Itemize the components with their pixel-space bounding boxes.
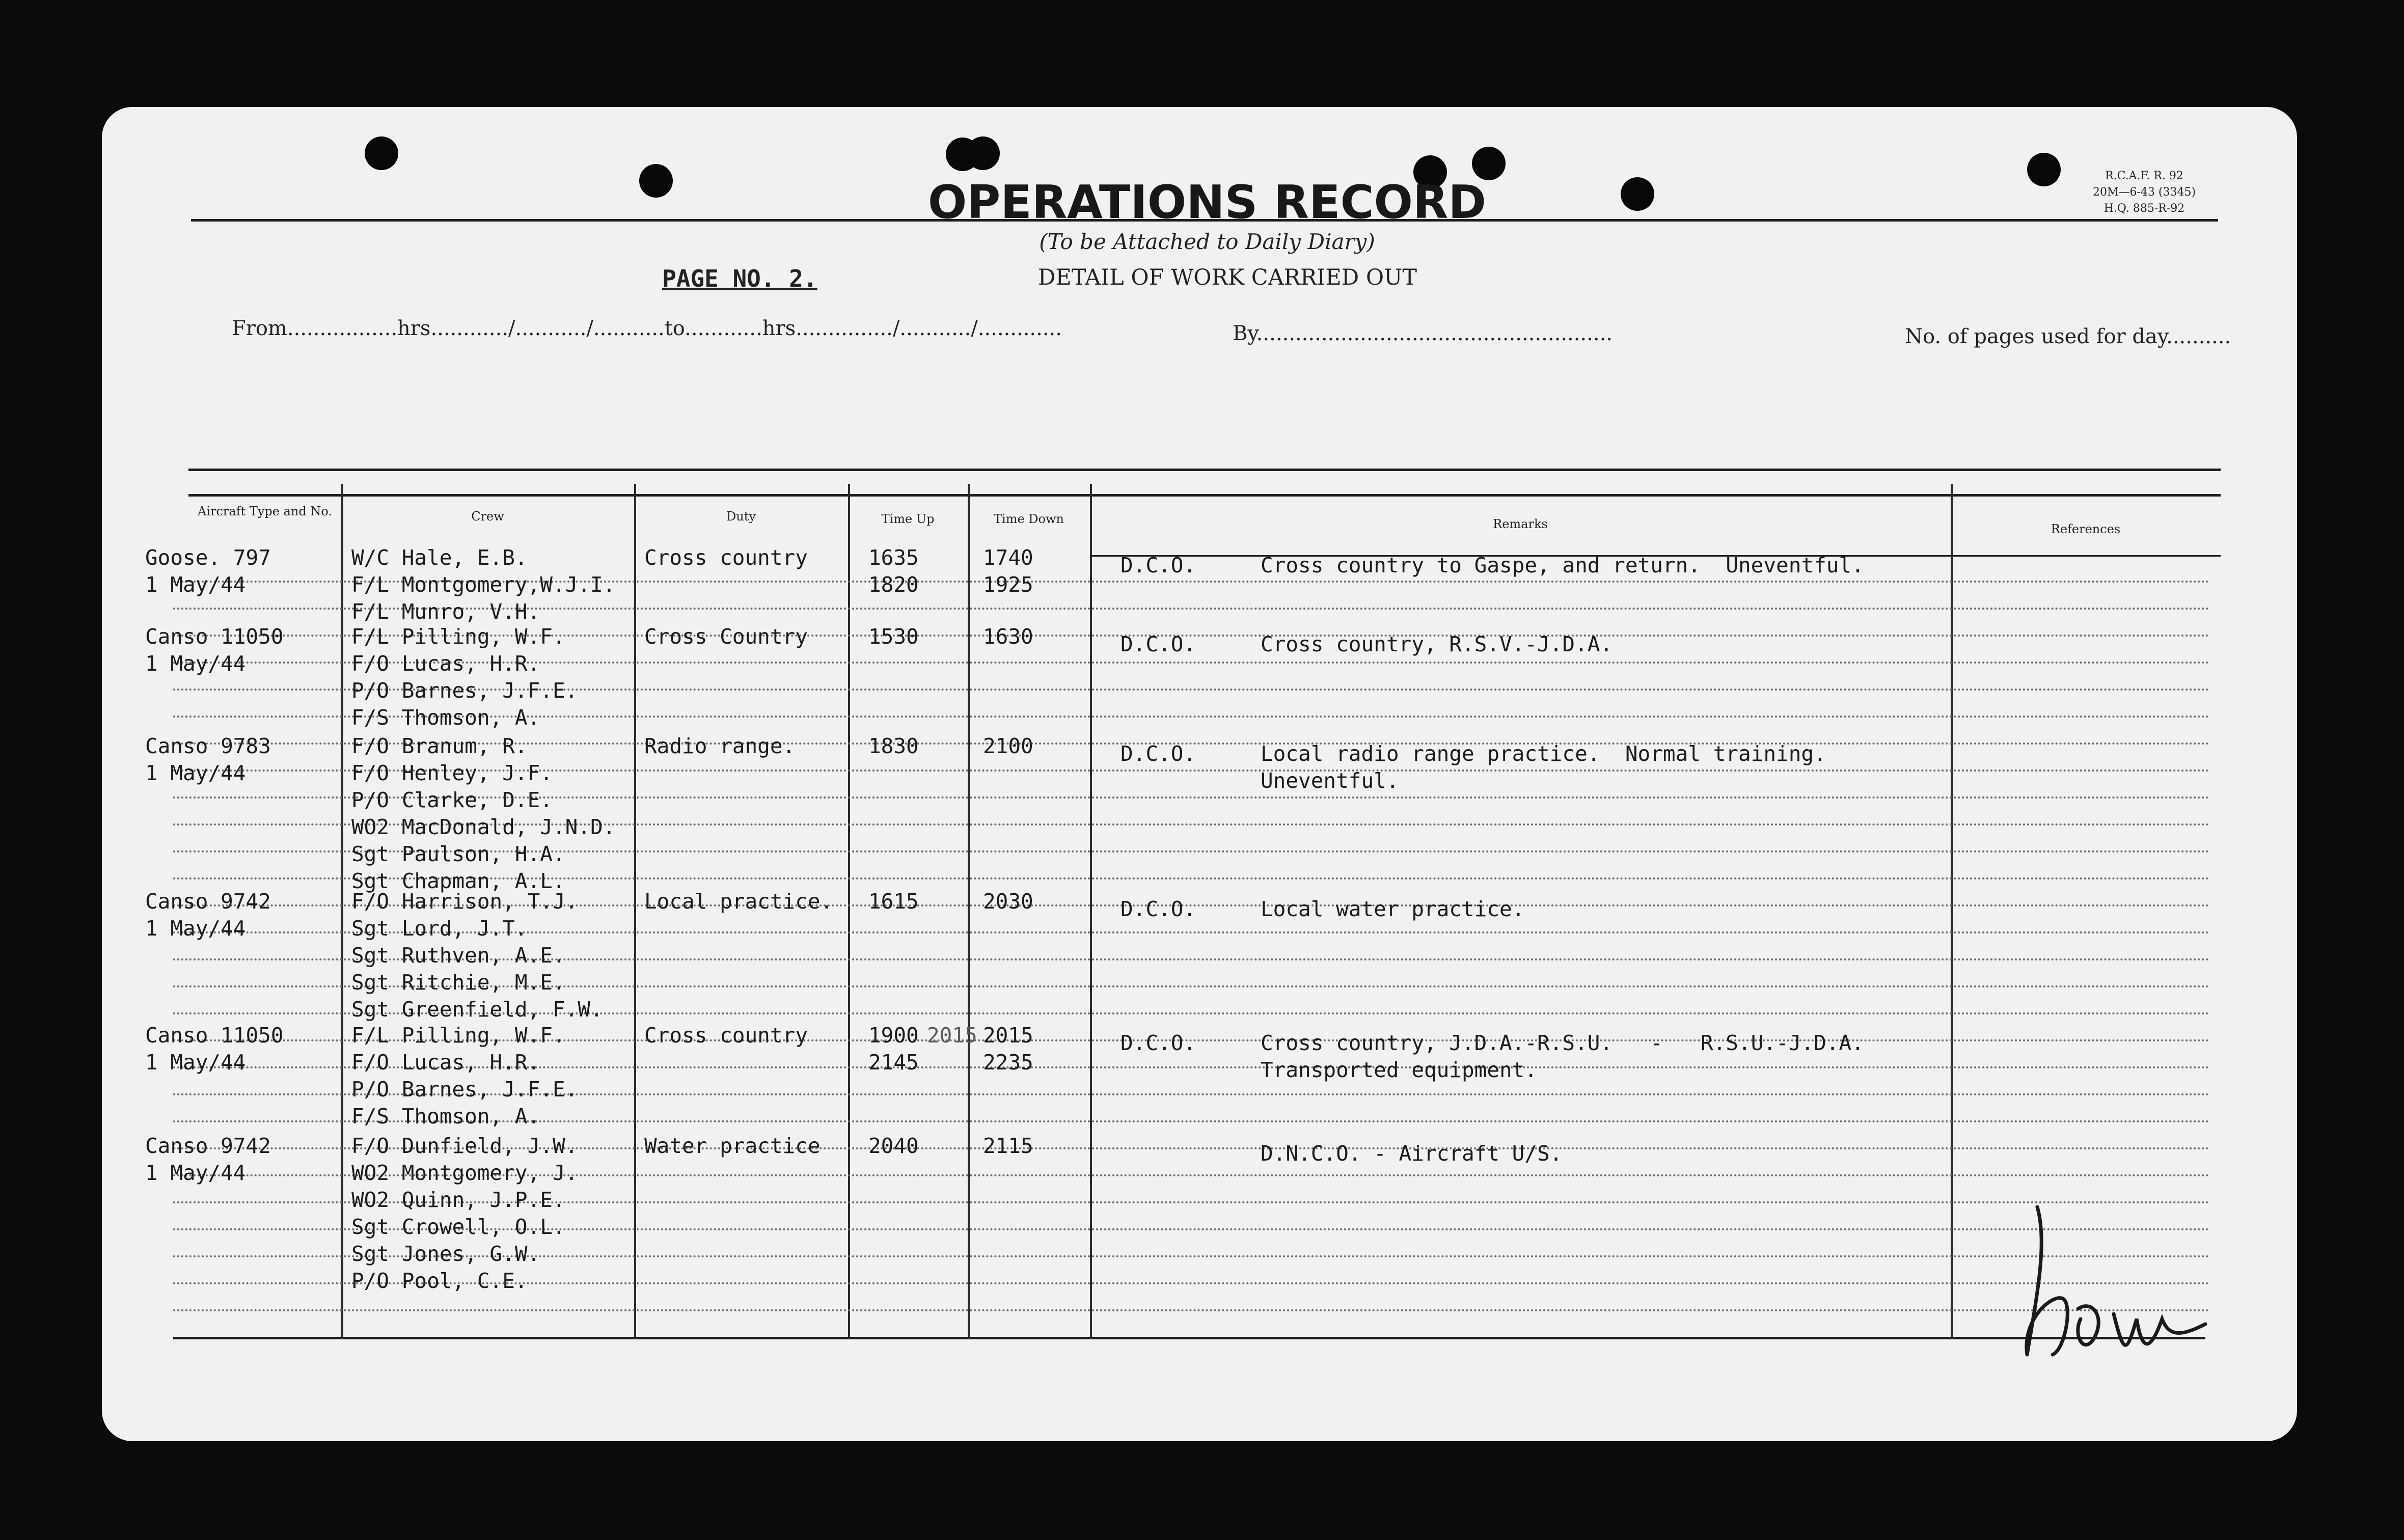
crew-member: WO2 Quinn, J.P.E. [351, 1188, 565, 1212]
time-up: 1820 [868, 572, 919, 597]
flight-date: 1 May/44 [145, 651, 246, 676]
flight-date: 1 May/44 [145, 761, 246, 785]
aircraft-id: Goose. 797 [145, 545, 271, 570]
time-down: 1925 [983, 572, 1033, 597]
table-bottom-rule [173, 1337, 2205, 1339]
time-down: 2115 [983, 1134, 1033, 1158]
crew-member: F/S Thomson, A. [351, 1104, 540, 1129]
by-line: By....................................................... [1233, 322, 1613, 345]
crew-member: Sgt Jones, G.W. [351, 1242, 540, 1266]
duty: Cross country [644, 545, 808, 570]
time-up: 1830 [868, 734, 919, 758]
column-divider [1951, 484, 1953, 1339]
crew-member: P/O Clarke, D.E. [351, 788, 553, 812]
aircraft-id: Canso 9742 [145, 889, 271, 914]
column-divider [848, 484, 850, 1339]
crew-member: F/L Munro, V.H. [351, 599, 540, 624]
column-divider [341, 484, 343, 1339]
crew-member: F/L Montgomery,W.J.I. [351, 572, 616, 597]
crew-member: F/L Pilling, W.F. [351, 1023, 565, 1048]
remark-line: Local radio range practice. Normal training. [1261, 741, 1826, 766]
crew-member: F/L Pilling, W.F. [351, 624, 565, 649]
aircraft-id: Canso 9742 [145, 1134, 271, 1158]
crew-member: WO2 MacDonald, J.N.D. [351, 815, 616, 839]
col-header-crew: Crew [471, 509, 504, 524]
crew-member: Sgt Ruthven, A.E. [351, 943, 565, 968]
crew-member: W/C Hale, E.B. [351, 545, 528, 570]
dotted-rule [173, 1309, 2210, 1311]
duty: Local practice. [644, 889, 833, 914]
col-header-remarks: Remarks [1493, 517, 1548, 531]
time-down: 2235 [983, 1050, 1033, 1075]
punch-hole [966, 136, 1000, 170]
crew-member: Sgt Crowell, O.L. [351, 1215, 565, 1239]
pages-used-line: No. of pages used for day.......... [1905, 325, 2231, 348]
detail-heading: DETAIL OF WORK CARRIED OUT [1037, 265, 1417, 290]
crew-member: Sgt Paulson, H.A. [351, 842, 565, 866]
col-header-aircraft: Aircraft Type and No. [197, 504, 333, 518]
col-header-duty: Duty [726, 509, 756, 524]
crew-member: F/O Dunfield, J.W. [351, 1134, 578, 1158]
duty: Cross country [644, 1023, 808, 1048]
remark-line: Cross country to Gaspe, and return. Uneventful. [1261, 553, 1864, 578]
column-divider [634, 484, 636, 1339]
crew-member: WO2 Montgomery, J. [351, 1161, 578, 1185]
duty: Cross Country [644, 624, 808, 649]
time-down: 2100 [983, 734, 1033, 758]
time-up: 2040 [868, 1134, 919, 1158]
crew-member: Sgt Greenfield, F.W. [351, 997, 603, 1022]
page-number: PAGE NO. 2. [662, 265, 817, 292]
status-code: D.C.O. [1121, 741, 1196, 766]
aircraft-id: Canso 9783 [145, 734, 271, 758]
flight-date: 1 May/44 [145, 1161, 246, 1185]
remark-line: Cross country, R.S.V.-J.D.A. [1261, 632, 1613, 656]
status-code: D.C.O. [1121, 553, 1196, 578]
remark-line: Local water practice. [1261, 897, 1525, 921]
col-header-references: References [2051, 522, 2121, 536]
punch-hole [2027, 153, 2061, 186]
time-up: 1900 [868, 1023, 919, 1048]
crew-member: Sgt Lord, J.T. [351, 916, 528, 941]
col-header-time-up: Time Up [881, 512, 935, 526]
status-code: D.C.O. [1121, 632, 1196, 656]
crew-member: P/O Pool, C.E. [351, 1269, 528, 1293]
remark-line: Uneventful. [1261, 768, 1399, 793]
time-up: 1615 [868, 889, 919, 914]
status-code: D.C.O. [1121, 1031, 1196, 1055]
remark-line: Cross country, J.D.A.-R.S.U. - R.S.U.-J.D.A. [1261, 1031, 1864, 1055]
flight-date: 1 May/44 [145, 572, 246, 597]
crew-member: F/O Henley, J.F. [351, 761, 553, 785]
crew-member: Sgt Chapman, A.L. [351, 869, 565, 893]
remark-line: Transported equipment. [1261, 1058, 1538, 1082]
duty: Water practice [644, 1134, 821, 1158]
duty: Radio range. [644, 734, 796, 758]
from-line: From.................hrs............/.........../...........to............hrs.............../.........../............. [232, 317, 1062, 340]
crew-member: F/O Branum, R. [351, 734, 528, 758]
pencil-note: 2015 [927, 1023, 977, 1048]
status-code: D.C.O. [1121, 897, 1196, 921]
column-divider [968, 484, 970, 1339]
time-up: 1635 [868, 545, 919, 570]
aircraft-id: Canso 11050 [145, 1023, 284, 1048]
flight-date: 1 May/44 [145, 1050, 246, 1075]
crew-member: P/O Barnes, J.F.E. [351, 1077, 578, 1102]
crew-member: F/O Lucas, H.R. [351, 1050, 540, 1075]
punch-hole [365, 136, 398, 170]
crew-member: F/O Harrison, T.J. [351, 889, 578, 914]
form-subtitle: (To be Attached to Daily Diary) [1039, 229, 1375, 254]
form-reference: R.C.A.F. R. 92 20M—6-43 (3345) H.Q. 885-R-92 [2092, 170, 2196, 215]
crew-member: P/O Barnes, J.F.E. [351, 678, 578, 703]
time-down: 2030 [983, 889, 1033, 914]
table-top-rule [188, 469, 2221, 471]
signature-initials [2017, 1202, 2210, 1365]
form-title: OPERATIONS RECORD [927, 176, 1487, 229]
time-down: 2015 [983, 1023, 1033, 1048]
time-down: 1630 [983, 624, 1033, 649]
time-up: 2145 [868, 1050, 919, 1075]
crew-member: F/S Thomson, A. [351, 705, 540, 730]
flight-date: 1 May/44 [145, 916, 246, 941]
remark-line: D.N.C.O. - Aircraft U/S. [1261, 1141, 1563, 1166]
time-up: 1530 [868, 624, 919, 649]
crew-member: F/O Lucas, H.R. [351, 651, 540, 676]
aircraft-id: Canso 11050 [145, 624, 284, 649]
column-divider [1090, 484, 1092, 1339]
table-top-rule-2 [188, 494, 2221, 497]
col-header-time-down: Time Down [994, 512, 1064, 526]
crew-member: Sgt Ritchie, M.E. [351, 970, 565, 995]
time-down: 1740 [983, 545, 1033, 570]
